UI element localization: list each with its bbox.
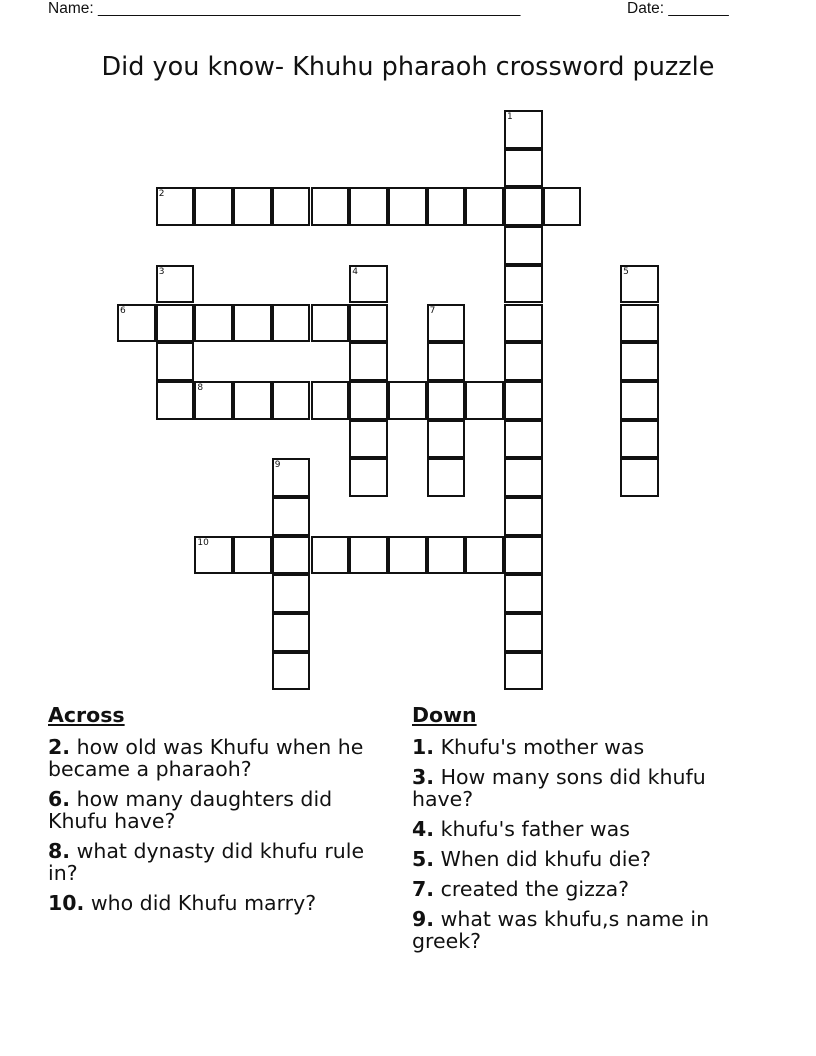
clue-number-label: 3 [158, 266, 165, 277]
grid-cell[interactable] [504, 613, 543, 652]
grid-cell[interactable] [620, 265, 659, 304]
grid-cell[interactable] [620, 342, 659, 381]
clue-number-label: 9 [274, 460, 281, 471]
name-line[interactable]: Name: _________________________________________________ [48, 0, 521, 17]
date-line[interactable]: Date: _______ [627, 0, 729, 17]
grid-cell[interactable] [504, 187, 543, 226]
clue-number: 4. [412, 817, 435, 841]
clue-number: 7. [412, 877, 435, 901]
grid-cell[interactable] [349, 342, 388, 381]
grid-cell[interactable] [620, 420, 659, 459]
grid-cell[interactable] [233, 187, 272, 226]
grid-cell[interactable] [620, 458, 659, 497]
grid-cell[interactable] [504, 381, 543, 420]
grid-cell[interactable] [504, 497, 543, 536]
across-clue-10 [48, 892, 383, 914]
grid-cell[interactable] [349, 265, 388, 304]
grid-cell[interactable] [233, 536, 272, 575]
clue-number: 2. [48, 735, 71, 759]
grid-cell[interactable] [504, 304, 543, 343]
grid-cell[interactable] [504, 458, 543, 497]
grid-cell[interactable] [272, 652, 311, 691]
grid-cell[interactable] [543, 187, 582, 226]
grid-cell[interactable] [504, 574, 543, 613]
grid-cell[interactable] [117, 304, 156, 343]
grid-cell[interactable] [156, 342, 195, 381]
grid-cell[interactable] [465, 187, 504, 226]
grid-cell[interactable] [427, 342, 466, 381]
grid-cell[interactable] [388, 536, 427, 575]
grid-cell[interactable] [504, 265, 543, 304]
clue-text: what was khufu,s name in greek? [412, 907, 710, 953]
grid-cell[interactable] [504, 420, 543, 459]
down-clue-9 [412, 908, 742, 952]
clue-text: khufu's father was [440, 817, 630, 841]
grid-cell[interactable] [427, 381, 466, 420]
clue-text: who did Khufu marry? [90, 891, 317, 915]
down-clue-3 [412, 766, 742, 810]
across-clue-8 [48, 840, 383, 884]
grid-cell[interactable] [311, 187, 350, 226]
grid-cell[interactable] [504, 226, 543, 265]
down-clue-7 [412, 878, 742, 900]
down-clue-4 [412, 818, 742, 840]
clue-number: 1. [412, 735, 435, 759]
grid-cell[interactable] [349, 458, 388, 497]
grid-cell[interactable] [427, 187, 466, 226]
grid-cell[interactable] [388, 187, 427, 226]
grid-cell[interactable] [156, 304, 195, 343]
across-heading: Across [48, 703, 125, 727]
clue-text: what dynasty did khufu rule in? [48, 839, 365, 885]
grid-cell[interactable] [427, 458, 466, 497]
across-clue-6 [48, 788, 383, 832]
grid-cell[interactable] [272, 613, 311, 652]
grid-cell[interactable] [349, 536, 388, 575]
clue-number: 6. [48, 787, 71, 811]
clue-number-label: 7 [429, 305, 436, 316]
clue-number: 9. [412, 907, 435, 931]
grid-cell[interactable] [349, 187, 388, 226]
clue-number: 3. [412, 765, 435, 789]
clue-text: How many sons did khufu have? [412, 765, 706, 811]
grid-cell[interactable] [156, 265, 195, 304]
grid-cell[interactable] [465, 381, 504, 420]
grid-cell[interactable] [272, 458, 311, 497]
page-title: Did you know- Khuhu pharaoh crossword puzzle [101, 52, 715, 82]
down-heading: Down [412, 703, 477, 727]
clue-number-label: 10 [197, 537, 209, 548]
clue-number-label: 8 [197, 382, 204, 393]
grid-cell[interactable] [272, 574, 311, 613]
grid-cell[interactable] [156, 381, 195, 420]
grid-cell[interactable] [233, 381, 272, 420]
clue-number: 5. [412, 847, 435, 871]
grid-cell[interactable] [272, 536, 311, 575]
grid-cell[interactable] [504, 149, 543, 188]
grid-cell[interactable] [427, 536, 466, 575]
grid-cell[interactable] [388, 381, 427, 420]
grid-cell[interactable] [427, 420, 466, 459]
grid-cell[interactable] [194, 304, 233, 343]
clue-text: how many daughters did Khufu have? [48, 787, 333, 833]
grid-cell[interactable] [427, 304, 466, 343]
clue-text: When did khufu die? [440, 847, 651, 871]
grid-cell[interactable] [272, 381, 311, 420]
down-clues [412, 702, 742, 960]
clue-text: how old was Khufu when he became a pharaoh? [48, 735, 364, 781]
grid-cell[interactable] [156, 187, 195, 226]
clue-number-label: 1 [507, 112, 513, 122]
grid-cell[interactable] [311, 381, 350, 420]
grid-cell[interactable] [349, 304, 388, 343]
clue-number-label: 4 [352, 266, 358, 277]
grid-cell[interactable] [504, 652, 543, 691]
down-clue-1 [412, 736, 742, 758]
clue-number: 8. [48, 839, 71, 863]
across-clue-2 [48, 736, 383, 780]
down-clue-5 [412, 848, 742, 870]
grid-cell[interactable] [504, 110, 543, 149]
grid-cell[interactable] [233, 304, 272, 343]
grid-cell[interactable] [272, 497, 311, 536]
clue-number-label: 2 [158, 189, 165, 200]
grid-cell[interactable] [272, 304, 311, 343]
grid-cell[interactable] [311, 536, 350, 575]
clue-text: Khufu's mother was [440, 735, 645, 759]
grid-cell[interactable] [620, 381, 659, 420]
clue-number-label: 6 [120, 305, 126, 316]
clue-number: 10. [48, 891, 85, 915]
grid-cell[interactable] [311, 304, 350, 343]
grid-cell[interactable] [504, 536, 543, 575]
grid-cell[interactable] [620, 304, 659, 343]
clue-text: created the gizza? [440, 877, 630, 901]
across-clues [48, 702, 383, 922]
grid-cell[interactable] [194, 536, 233, 575]
grid-cell[interactable] [194, 381, 233, 420]
clue-number-label: 5 [623, 266, 629, 277]
grid-cell[interactable] [504, 342, 543, 381]
grid-cell[interactable] [349, 420, 388, 459]
grid-cell[interactable] [194, 187, 233, 226]
grid-cell[interactable] [349, 381, 388, 420]
grid-cell[interactable] [465, 536, 504, 575]
grid-cell[interactable] [272, 187, 311, 226]
